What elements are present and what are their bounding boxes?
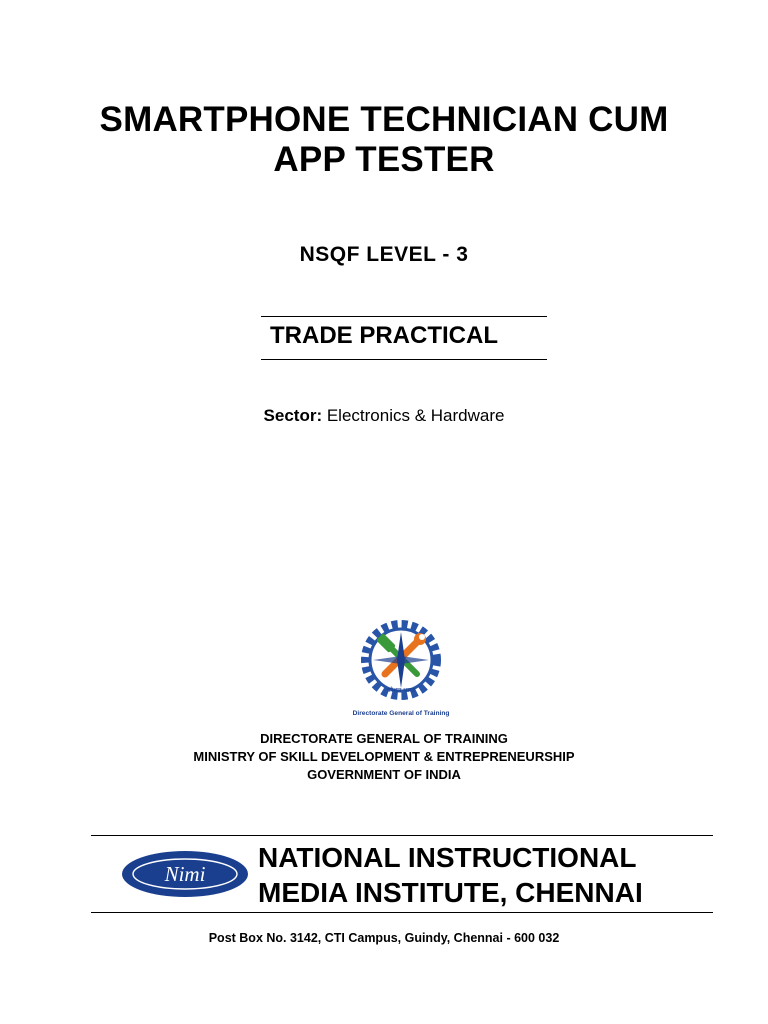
document-title xyxy=(0,100,768,180)
logo-caption: Directorate General of Training xyxy=(353,710,450,717)
divider-bottom xyxy=(261,359,547,360)
publisher-name xyxy=(258,840,643,910)
authority-block xyxy=(0,730,768,784)
dgt-logo xyxy=(353,616,453,721)
sector-value: Electronics & Hardware xyxy=(326,406,505,425)
publisher-name-line-2: MEDIA INSTITUTE, CHENNAI xyxy=(258,877,643,908)
nsqf-level: NSQF LEVEL - 3 xyxy=(299,243,469,266)
postal-address: Post Box No. 3142, CTI Campus, Guindy, Chennai - 600 032 xyxy=(208,931,560,945)
logo-hindi-text: कौशल भारत xyxy=(387,687,415,694)
title-line-1: SMARTPHONE TECHNICIAN CUM xyxy=(99,100,669,139)
nimi-logo-text: Nimi xyxy=(164,862,206,886)
footer-divider-bottom xyxy=(91,912,713,913)
divider-top xyxy=(261,316,547,317)
authority-line-1: DIRECTORATE GENERAL OF TRAINING xyxy=(260,731,508,746)
title-line-2: APP TESTER xyxy=(273,140,495,179)
section-heading: TRADE PRACTICAL xyxy=(270,322,498,349)
publisher-name-line-1: NATIONAL INSTRUCTIONAL xyxy=(258,842,637,873)
nimi-logo xyxy=(121,850,249,898)
footer-divider-top xyxy=(91,835,713,836)
sector-line xyxy=(0,406,768,426)
authority-line-3: GOVERNMENT OF INDIA xyxy=(307,767,461,782)
authority-line-2: MINISTRY OF SKILL DEVELOPMENT & ENTREPRENEURSHIP xyxy=(193,749,575,764)
sector-label: Sector: xyxy=(263,406,323,425)
